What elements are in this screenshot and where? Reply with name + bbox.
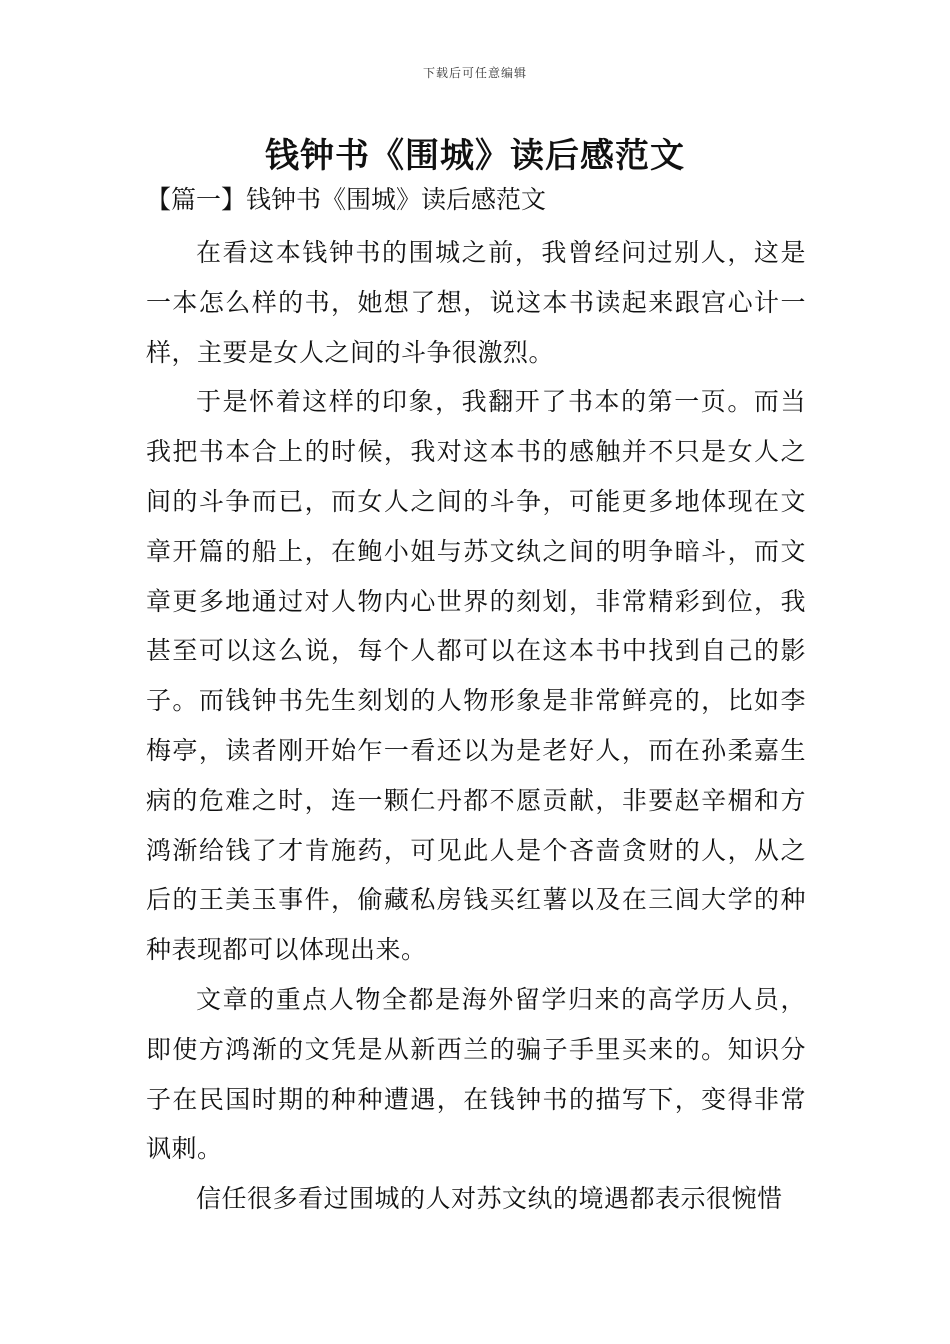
paragraph: 文章的重点人物全都是海外留学归来的高学历人员，即使方鸿渐的文凭是从新西兰的骗子手里买来的。知识分子在民国时期的种种遭遇，在钱钟书的描写下，变得非常讽刺。 [146,984,806,1164]
section-heading: 【篇一】钱钟书《围城》读后感范文 [146,185,547,214]
paragraph: 信任很多看过围城的人对苏文纨的境遇都表示很惋惜 [196,1184,783,1214]
body-text [146,228,806,1224]
document-title: 钱钟书《围城》读后感范文 [265,136,685,176]
paragraph: 于是怀着这样的印象，我翻开了书本的第一页。而当我把书本合上的时候，我对这本书的感触并不只是女人之间的斗争而已，而女人之间的斗争，可能更多地体现在文章开篇的船上，在鲍小姐与苏文纨之间的明争暗斗，而文章更多地通过对人物内心世界的刻划，非常精彩到位，我甚至可以这么说，每个人都可以在这本书中找到自己的影子。而钱钟书先生刻划的人物形象是非常鲜亮的，比如李梅亭，读者刚开始乍一看还以为是老好人，而在孙柔嘉生病的危难之时，连一颗仁丹都不愿贡献，非要赵辛楣和方鸿渐给钱了才肯施药，可见此人是个吝啬贪财的人，从之后的王美玉事件，偷藏私房钱买红薯以及在三闾大学的种种表现都可以体现出来。 [146,387,806,965]
header-note: 下载后可任意编辑 [422,66,527,80]
paragraph: 在看这本钱钟书的围城之前，我曾经问过别人，这是一本怎么样的书，她想了想，说这本书读起来跟宫心计一样，主要是女人之间的斗争很激烈。 [146,238,806,367]
